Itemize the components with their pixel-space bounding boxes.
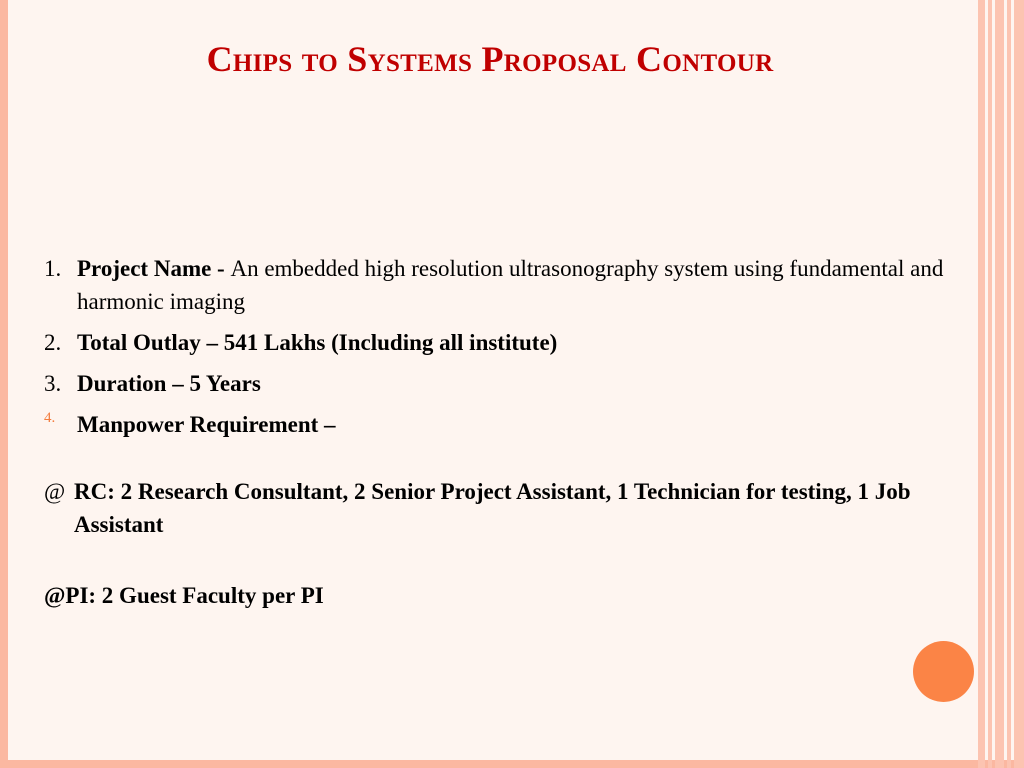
item-number: 3.: [44, 371, 62, 396]
item-number: 4.: [44, 410, 56, 426]
decorative-stripe: [988, 0, 992, 768]
rc-line: [44, 475, 974, 541]
orange-circle-decoration: [913, 641, 974, 702]
pi-line: @PI: 2 Guest Faculty per PI: [44, 583, 324, 608]
slide-body: [44, 252, 974, 612]
decorative-stripe: [978, 0, 985, 768]
item-number: 1.: [44, 256, 62, 281]
at-symbol: @: [44, 479, 66, 504]
rc-text: RC: 2 Research Consultant, 2 Senior Project Assistant, 1 Technician for testing, 1 Job Assistant: [74, 479, 911, 537]
item-label: Duration – 5 Years: [77, 371, 261, 396]
slide-title: Chips to Systems Proposal Contour: [206, 39, 774, 79]
list-item-duration: [44, 367, 974, 400]
list-item-total-outlay: [44, 326, 974, 359]
item-text: An embedded high resolution ultrasonography system using fundamental and harmonic imaging: [77, 256, 944, 314]
item-number: 2.: [44, 330, 62, 355]
decorative-stripe: [995, 0, 1004, 768]
item-label: Manpower Requirement –: [77, 412, 336, 437]
decorative-stripe: [1014, 0, 1024, 768]
item-label: Total Outlay – 541 Lakhs (Including all institute): [77, 330, 558, 355]
list-item-project-name: [44, 252, 974, 318]
decorative-stripe: [1007, 0, 1011, 768]
list-item-manpower: [44, 408, 974, 441]
item-label: Project Name -: [77, 256, 231, 281]
